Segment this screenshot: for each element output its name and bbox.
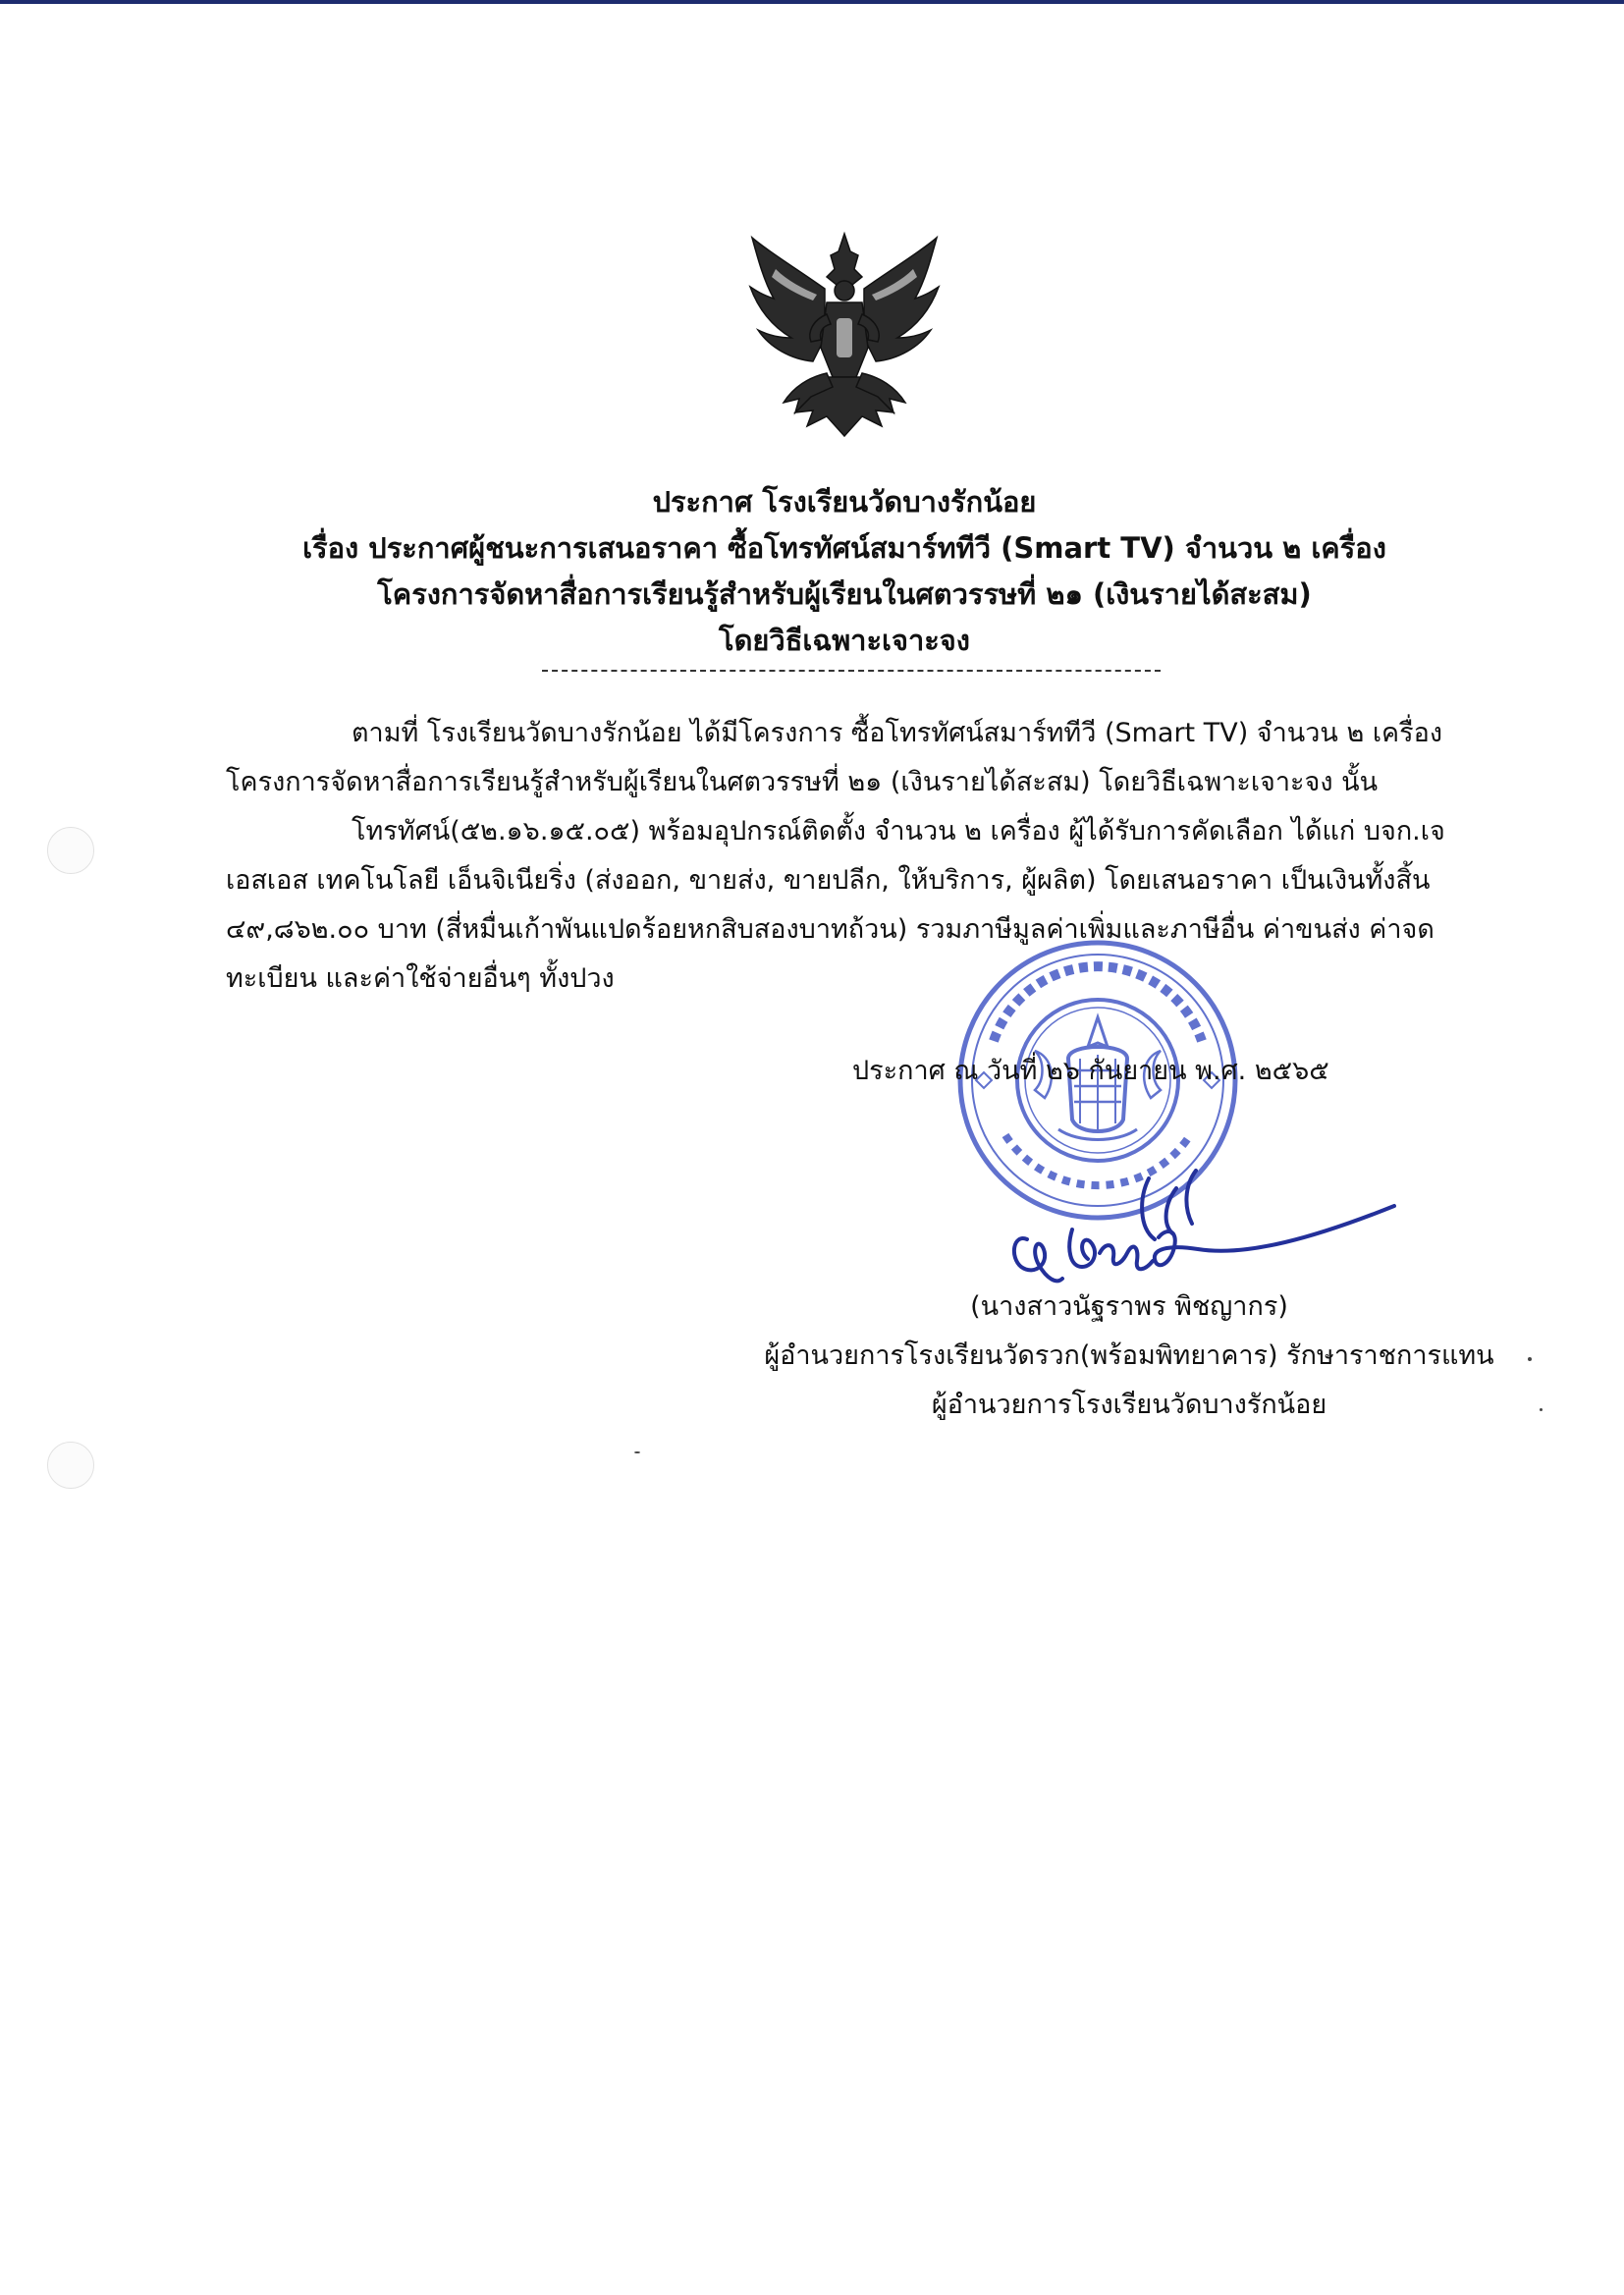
handwritten-signature [992,1169,1404,1296]
dashed-divider [542,670,1161,672]
title-line-1: ประกาศ โรงเรียนวัดบางรักน้อย [652,485,1037,519]
scan-speck [1540,1408,1543,1411]
signer-position-1: ผู้อำนวยการโรงเรียนวัดรวก(พร้อมพิทยาคาร) รักษาราชการแทน [764,1340,1494,1371]
announcement-title [196,479,1492,664]
body-line-5: ๔๙,๘๖๒.๐๐ บาท (สี่หมื่นเก้าพันแปดร้อยหกสิบสองบาทถ้วน) รวมภาษีมูลค่าเพิ่มและภาษีอื่น ค่าขนส่ง ค่าจด [226,914,1435,945]
body-line-6: ทะเบียน และค่าใช้จ่ายอื่นๆ ทั้งปวง [226,963,615,994]
signer-position-2: ผู้อำนวยการโรงเรียนวัดบางรักน้อย [931,1390,1327,1420]
garuda-emblem [748,230,941,440]
body-line-1: ตามที่ โรงเรียนวัดบางรักน้อย ได้มีโครงการ ซื้อโทรทัศน์สมาร์ททีวี (Smart TV) จำนวน ๒ เครื่อง [352,718,1443,748]
punch-hole-top [47,827,94,874]
title-line-3: โครงการจัดหาสื่อการเรียนรู้สำหรับผู้เรียนในศตวรรษที่ ๒๑ (เงินรายได้สะสม) [377,577,1312,611]
scan-speck [634,1451,640,1453]
body-line-2: โครงการจัดหาสื่อการเรียนรู้สำหรับผู้เรียนในศตวรรษที่ ๒๑ (เงินรายได้สะสม) โดยวิธีเฉพาะเจาะจง นั้น [226,767,1379,797]
body-line-3: โทรทัศน์(๕๒.๑๖.๑๕.๐๕) พร้อมอุปกรณ์ติดตั้ง จำนวน ๒ เครื่อง ผู้ได้รับการคัดเลือก ได้แก่ บจก.เจ [352,816,1445,847]
scan-edge [0,0,1624,4]
signer-block [687,1283,1571,1430]
announcement-date: ประกาศ ณ วันที่ ๒๖ กันยายน พ.ศ. ๒๕๖๕ [852,1056,1329,1086]
signer-name: (นางสาวนัฐราพร พิชญากร) [970,1291,1288,1322]
body-line-4: เอสเอส เทคโนโลยี เอ็นจิเนียริ่ง (ส่งออก, ขายส่ง, ขายปลีก, ให้บริการ, ผู้ผลิต) โดยเสนอราคา เป็นเงินทั้งสิ้น [226,865,1431,896]
title-line-2: เรื่อง ประกาศผู้ชนะการเสนอราคา ซื้อโทรทัศน์สมาร์ททีวี (Smart TV) จำนวน ๒ เครื่อง [302,531,1386,565]
punch-hole-bottom [47,1442,94,1489]
scan-speck [1528,1357,1532,1361]
title-line-4: โดยวิธีเฉพาะเจาะจง [719,624,970,657]
